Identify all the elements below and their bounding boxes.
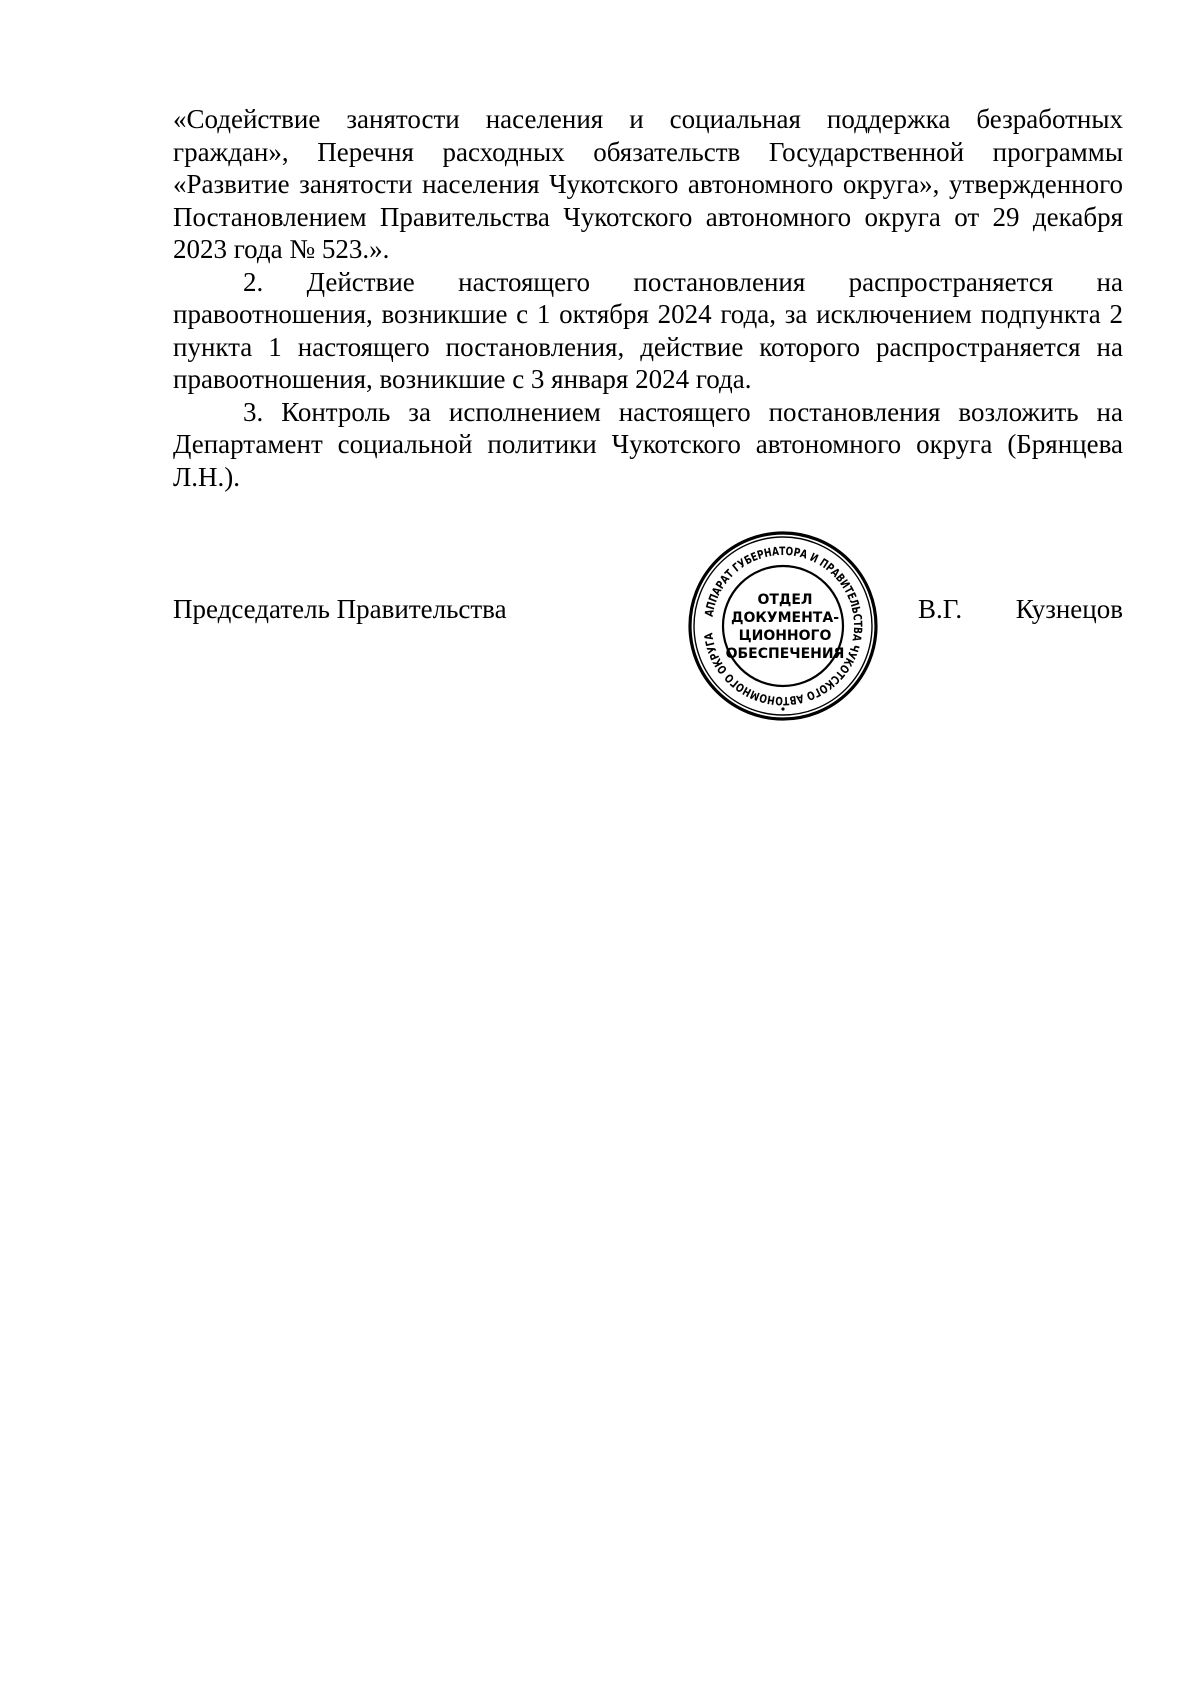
seal-ring-text: АППАРАТ ГУБЕРНАТОРА И ПРАВИТЕЛЬСТВА ЧУКОТСКОГО АВТОНОМНОГО ОКРУГА [701, 543, 866, 709]
signature-block [173, 593, 1123, 633]
seal-outer-ring [690, 533, 876, 719]
seal-center-line-3: ЦИОННОГО [738, 628, 832, 644]
seal-graphic [683, 522, 883, 730]
seal-inner-ring [723, 566, 843, 686]
paragraph-1: «Содействие занятости населения и социальная поддержка безработных граждан», Перечня расходных обязательств Государственной программы «Развитие занятости населения Чукотского автономного округа», утвержденного Постановлением Правительства Чукотского автономного округа от 29 декабря 2023 года № 523.». [173, 104, 1123, 264]
seal-center-line-2: ДОКУМЕНТА- [730, 610, 840, 626]
signatory-position: Председатель Правительства [173, 594, 507, 624]
paragraph-3: 3. Контроль за исполнением настоящего постановления возложить на Департамент социальной политики Чукотского автономного округа (Брянцева Л.Н.). [173, 396, 1123, 492]
document-body [173, 103, 1123, 493]
official-seal-stamp [683, 522, 883, 730]
seal-dot [781, 707, 784, 710]
signatory-initials: В.Г. [918, 594, 963, 624]
signatory-surname: Кузнецов [1015, 594, 1123, 624]
seal-outer-inner-ring [694, 537, 872, 715]
seal-center-line-4: ОБЕСПЕЧЕНИЯ [725, 646, 845, 662]
seal-center-line-1: ОТДЕЛ [757, 592, 813, 608]
paragraph-2: 2. Действие настоящего постановления распространяется на правоотношения, возникшие с 1 октября 2024 года, за исключением подпункта 2 пункта 1 настоящего постановления, действие которого распространяется на правоотношения, возникшие с 3 января 2024 года. [173, 266, 1123, 394]
